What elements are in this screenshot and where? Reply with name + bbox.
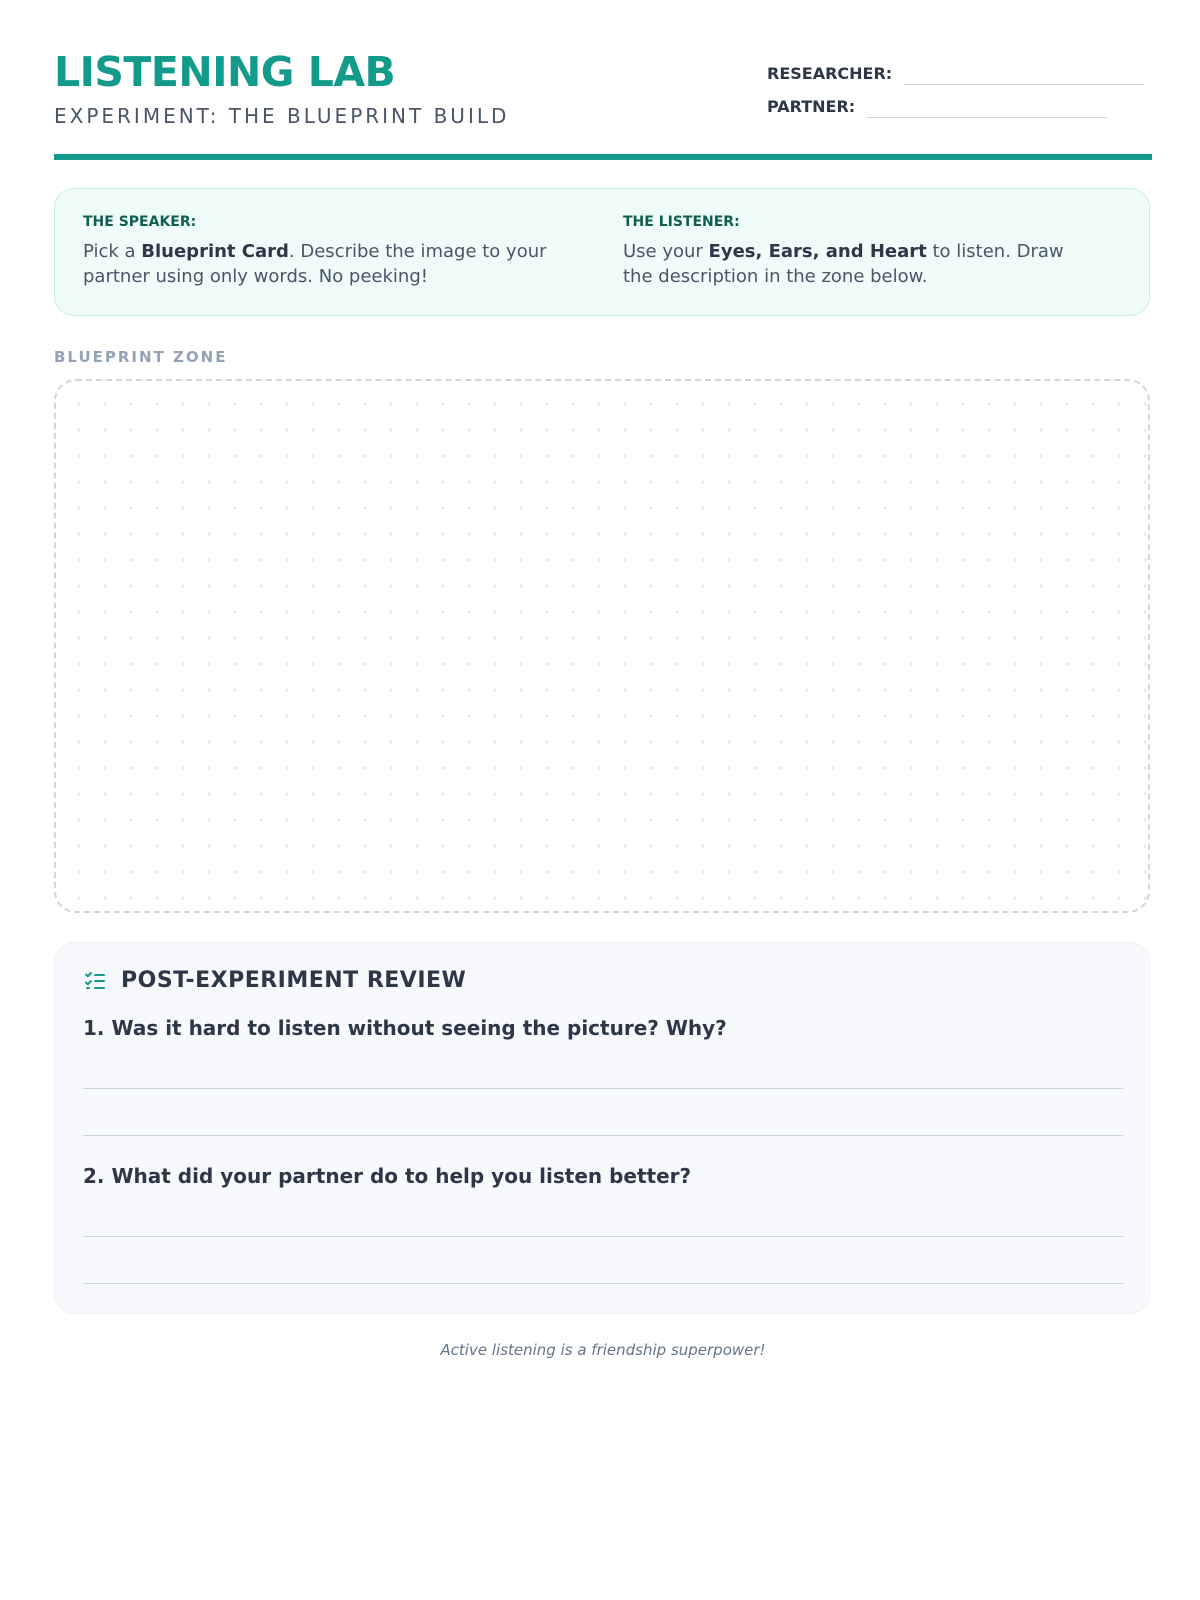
answer-line[interactable]: [83, 1283, 1123, 1284]
review-question-1: 1. Was it hard to listen without seeing the picture? Why?: [83, 1016, 727, 1040]
listener-text-part: Use your: [623, 241, 709, 262]
review-question-2: 2. What did your partner do to help you listen better?: [83, 1164, 692, 1188]
answer-line[interactable]: [83, 1135, 1123, 1136]
listener-text-bold: Eyes, Ears, and Heart: [708, 241, 927, 262]
partner-label: PARTNER:: [767, 97, 856, 116]
header-divider: [54, 154, 1152, 160]
review-title: POST-EXPERIMENT REVIEW: [121, 968, 467, 993]
listener-instructions: [623, 213, 1093, 289]
listener-text-part: to listen. Draw the description in the zone below.: [623, 241, 1064, 287]
worksheet-page: [54, 0, 1152, 1359]
header: [54, 0, 1152, 158]
speaker-text: [83, 239, 553, 289]
listener-title: THE LISTENER:: [623, 214, 740, 230]
answer-line[interactable]: [83, 1088, 1123, 1089]
speaker-text-part: . Describe the image to your partner using only words. No peeking!: [83, 241, 547, 287]
listener-text: [623, 239, 1093, 289]
speaker-text-bold: Blueprint Card: [141, 241, 289, 262]
speaker-title: THE SPEAKER:: [83, 214, 197, 230]
review-section: [54, 942, 1150, 1314]
partner-blank-line[interactable]: [867, 95, 1107, 118]
review-header: [83, 967, 466, 995]
researcher-blank-line[interactable]: [904, 62, 1144, 85]
blueprint-zone-label: BLUEPRINT ZONE: [54, 348, 228, 366]
page-title: LISTENING LAB: [54, 48, 396, 96]
footer-tagline: Active listening is a friendship superpower!: [440, 1341, 766, 1359]
checklist-icon: [83, 969, 107, 993]
researcher-field: [767, 62, 1144, 85]
speaker-instructions: [83, 213, 553, 289]
instructions-box: [54, 188, 1150, 316]
answer-line[interactable]: [83, 1236, 1123, 1237]
blueprint-drawing-area[interactable]: [54, 379, 1150, 913]
page-subtitle: EXPERIMENT: THE BLUEPRINT BUILD: [54, 104, 510, 128]
researcher-label: RESEARCHER:: [767, 64, 893, 83]
partner-field: [767, 95, 1107, 118]
speaker-text-part: Pick a: [83, 241, 142, 262]
